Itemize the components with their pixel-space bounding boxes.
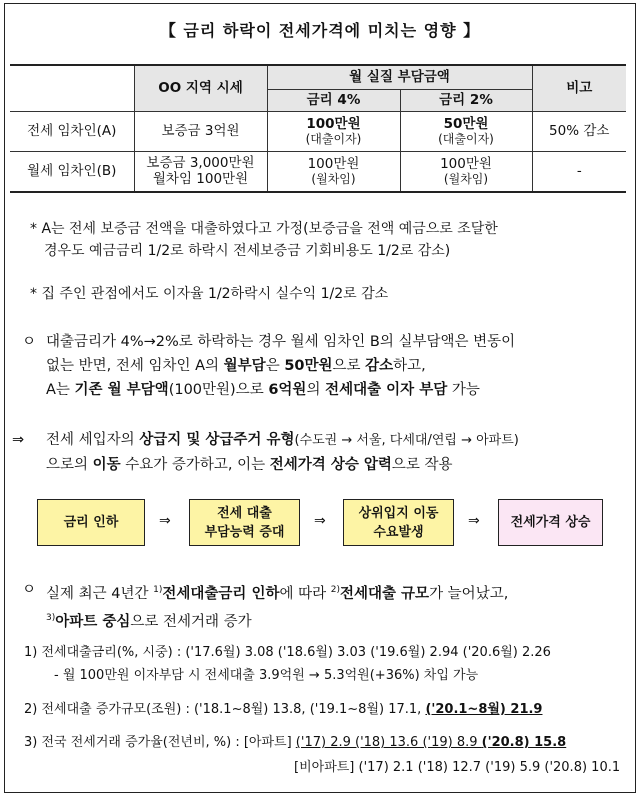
stat-loan-rate-detail: - 월 100만원 이자부담 시 전세대출 3.9억원 → 5.3억원(+36%) 차입 가능 [54, 668, 479, 683]
para3-line2: $^{3)}$아파트 중심으로 전세거래 증가 [46, 612, 252, 630]
rate2-cell [400, 111, 532, 151]
flow-step-price-rise: 전세가격 상승 [498, 499, 603, 546]
flow-step-demand: 상위입지 이동 수요발생 [343, 499, 454, 546]
rate4-cell [267, 151, 400, 192]
header-rate-4: 금리 4% [267, 89, 400, 111]
para1-line3: A는 기존 월 부담액(100만원)으로 6억원의 전세대출 이자 부담 가능 [46, 382, 480, 398]
stat-transaction-growth-nonapt: [비아파트] ('17) 2.1 ('18) 12.7 ('19) 5.9 ('20.8) 10.1 [294, 760, 621, 775]
table-row [10, 151, 626, 192]
paragraph-rate-drop [22, 330, 630, 402]
rate-comparison-table [10, 64, 626, 193]
rate4-type: (대출이자) [305, 131, 362, 146]
flow-arrow: ⇒ [159, 513, 171, 529]
rate2-type: (월차임) [443, 172, 489, 187]
paragraph-migration [12, 428, 630, 477]
header-monthly-burden: 월 실질 부담금액 [267, 65, 532, 89]
bullet: ㅇ [22, 334, 37, 350]
flow-step-rate-cut: 금리 인하 [37, 499, 145, 546]
rate2-cell [400, 151, 532, 192]
rate4-amount: 100만원 [307, 155, 360, 172]
row-price [134, 151, 267, 192]
para1-line1: 대출금리가 4%→2%로 하락하는 경우 월세 임차인 B의 실부담액은 변동이 [46, 334, 516, 350]
corner-header-cell [10, 65, 134, 111]
para2-line1: 전세 세입자의 상급지 및 상급주거 유형(수도권 → 서울, 다세대/연립 → 아파트) [46, 432, 519, 448]
row-note: 50% 감소 [532, 111, 626, 151]
footnote-1-line1: * A는 전세 보증금 전액을 대출하였다고 가정(보증금을 전액 예금으로 조달한 [30, 221, 498, 237]
rate2-amount: 50만원 [443, 115, 489, 132]
footnote-1-line2: 경우도 예금금리 1/2로 하락시 전세보증금 기회비용도 1/2로 감소) [44, 243, 451, 259]
row-name: 월세 임차인(B) [10, 151, 134, 192]
footnote-2: * 집 주인 관점에서도 이자율 1/2하락시 실수익 1/2로 감소 [30, 286, 389, 302]
para3-line1: 실제 최근 4년간 $^{1)}$전세대출금리 인하에 따라 $^{2)}$전세대출 규모가 늘어났고, [46, 585, 509, 602]
flow-arrow: ⇒ [314, 513, 326, 529]
stat-transaction-growth-apt: 3) 전국 전세거래 증가율(전년비, %) : [아파트] ('17) 2.9 ('18) 13.6 ('19) 8.9 ('20.8) 15.8 [24, 735, 567, 750]
table-row [10, 111, 626, 151]
flow-step-loan-capacity: 전세 대출 부담능력 증대 [189, 499, 300, 546]
monthly-rent-line: 월차임 100만원 [152, 171, 249, 188]
para1-line2: 없는 반면, 전세 임차인 A의 월부담은 50만원으로 감소하고, [46, 358, 426, 374]
row-price: 보증금 3억원 [134, 111, 267, 151]
stat-loan-rate: 1) 전세대출금리(%, 시중) : ('17.6월) 3.08 ('18.6월) 3.03 ('19.6월) 2.94 ('20.6월) 2.26 [24, 645, 551, 660]
rate4-type: (월차임) [311, 172, 356, 187]
stat-loan-growth: 2) 전세대출 증가규모(조원) : ('18.1~8월) 13.8, ('19.1~8월) 17.1, ('20.1~8월) 21.9 [24, 702, 543, 717]
footnote-1 [30, 218, 498, 262]
flow-arrow: ⇒ [468, 513, 480, 529]
para2-line2: 으로의 이동 수요가 증가하고, 이는 전세가격 상승 압력으로 작용 [46, 457, 453, 473]
row-note: - [532, 151, 626, 192]
header-rate-2: 금리 2% [400, 89, 532, 111]
header-region-price: OO 지역 시세 [134, 65, 267, 111]
row-name: 전세 임차인(A) [10, 111, 134, 151]
header-note: 비고 [532, 65, 626, 111]
page-title: 【 금리 하락이 전세가격에 미치는 영향 】 [159, 21, 481, 40]
bullet: ㅇ [22, 582, 37, 598]
rate4-cell [267, 111, 400, 151]
deposit-line: 보증금 3,000만원 [146, 155, 255, 172]
implication-arrow: ⇒ [12, 432, 25, 448]
rate2-amount: 100만원 [440, 155, 492, 172]
rate4-amount: 100만원 [306, 115, 361, 132]
rate2-type: (대출이자) [438, 131, 494, 146]
paragraph-evidence [22, 578, 632, 634]
